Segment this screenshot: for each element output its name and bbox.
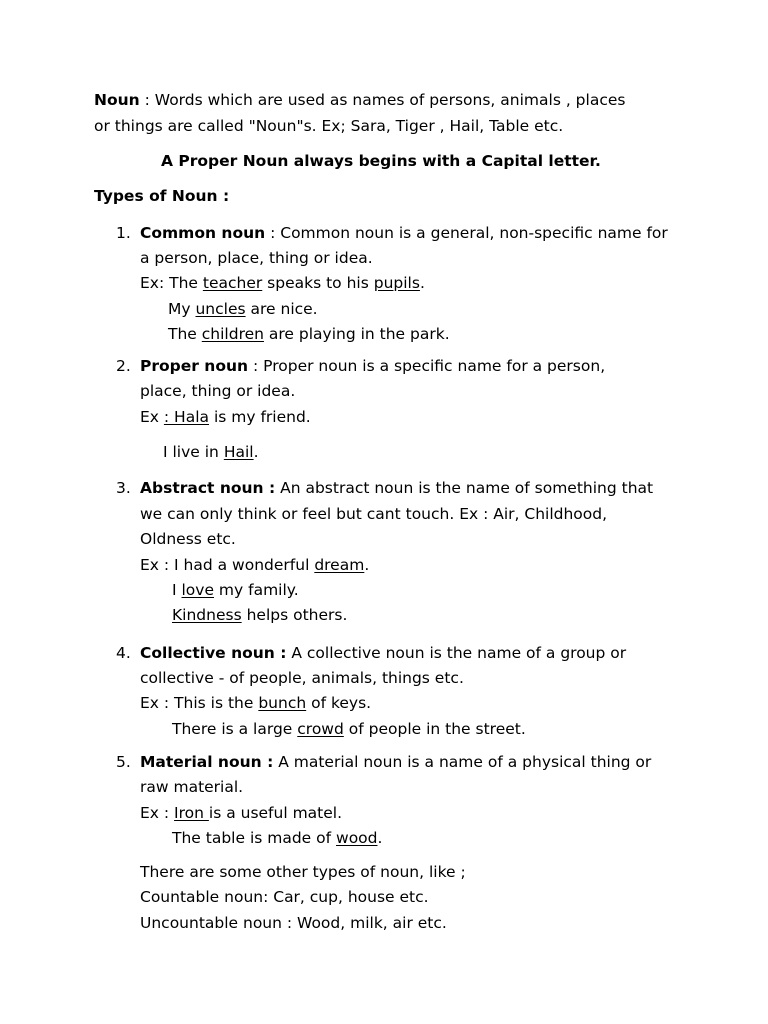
common-noun-example-1: Ex: The teacher speaks to his pupils. bbox=[140, 274, 425, 292]
item-number-5: 5. bbox=[116, 753, 131, 771]
collective-noun-term: Collective noun : bbox=[140, 644, 287, 662]
common-noun-def-1: Common noun : Common noun is a general, non-specific name for bbox=[140, 224, 668, 242]
proper-noun-example-1: Ex : Hala is my friend. bbox=[140, 408, 311, 426]
abstract-noun-example-1: Ex : I had a wonderful dream. bbox=[140, 556, 370, 574]
collective-noun-def-2: collective - of people, animals, things etc. bbox=[140, 669, 464, 687]
proper-noun-def-1: Proper noun : Proper noun is a specific name for a person, bbox=[140, 357, 606, 375]
collective-noun-example-2: There is a large crowd of people in the street. bbox=[172, 720, 526, 738]
item-number-3: 3. bbox=[116, 479, 131, 497]
common-noun-def-2: a person, place, thing or idea. bbox=[140, 249, 373, 267]
abstract-noun-example-3: Kindness helps others. bbox=[172, 606, 348, 624]
item-number-1: 1. bbox=[116, 224, 131, 242]
proper-noun-example-2: I live in Hail. bbox=[163, 443, 259, 461]
other-types-line-1: There are some other types of noun, like ; bbox=[140, 863, 466, 881]
uncountable-noun-line: Uncountable noun : Wood, milk, air etc. bbox=[140, 914, 447, 932]
item-number-2: 2. bbox=[116, 357, 131, 375]
abstract-noun-term: Abstract noun : bbox=[140, 479, 276, 497]
proper-noun-note: A Proper Noun always begins with a Capital letter. bbox=[161, 152, 601, 170]
intro-line-1: Noun : Words which are used as names of persons, animals , places bbox=[94, 91, 626, 109]
proper-noun-term: Proper noun bbox=[140, 357, 249, 375]
common-noun-term: Common noun bbox=[140, 224, 266, 242]
item-number-4: 4. bbox=[116, 644, 131, 662]
material-noun-def-2: raw material. bbox=[140, 778, 244, 796]
noun-term: Noun bbox=[94, 91, 140, 109]
common-noun-example-3: The children are playing in the park. bbox=[168, 325, 450, 343]
material-noun-def-1: Material noun : A material noun is a name of a physical thing or bbox=[140, 753, 652, 771]
proper-noun-def-2: place, thing or idea. bbox=[140, 382, 296, 400]
material-noun-term: Material noun : bbox=[140, 753, 274, 771]
intro-line-2: or things are called "Noun"s. Ex; Sara, Tiger , Hail, Table etc. bbox=[94, 117, 564, 135]
countable-noun-line: Countable noun: Car, cup, house etc. bbox=[140, 888, 429, 906]
collective-noun-def-1: Collective noun : A collective noun is the name of a group or bbox=[140, 644, 627, 662]
collective-noun-example-1: Ex : This is the bunch of keys. bbox=[140, 694, 372, 712]
abstract-noun-example-2: I love my family. bbox=[172, 581, 299, 599]
material-noun-example-2: The table is made of wood. bbox=[172, 829, 383, 847]
abstract-noun-def-3: Oldness etc. bbox=[140, 530, 236, 548]
abstract-noun-def-1: Abstract noun : An abstract noun is the name of something that bbox=[140, 479, 654, 497]
types-heading: Types of Noun : bbox=[94, 187, 230, 205]
material-noun-example-1: Ex : Iron is a useful matel. bbox=[140, 804, 343, 822]
common-noun-example-2: My uncles are nice. bbox=[168, 300, 318, 318]
abstract-noun-def-2: we can only think or feel but cant touch. Ex : Air, Childhood, bbox=[140, 505, 608, 523]
